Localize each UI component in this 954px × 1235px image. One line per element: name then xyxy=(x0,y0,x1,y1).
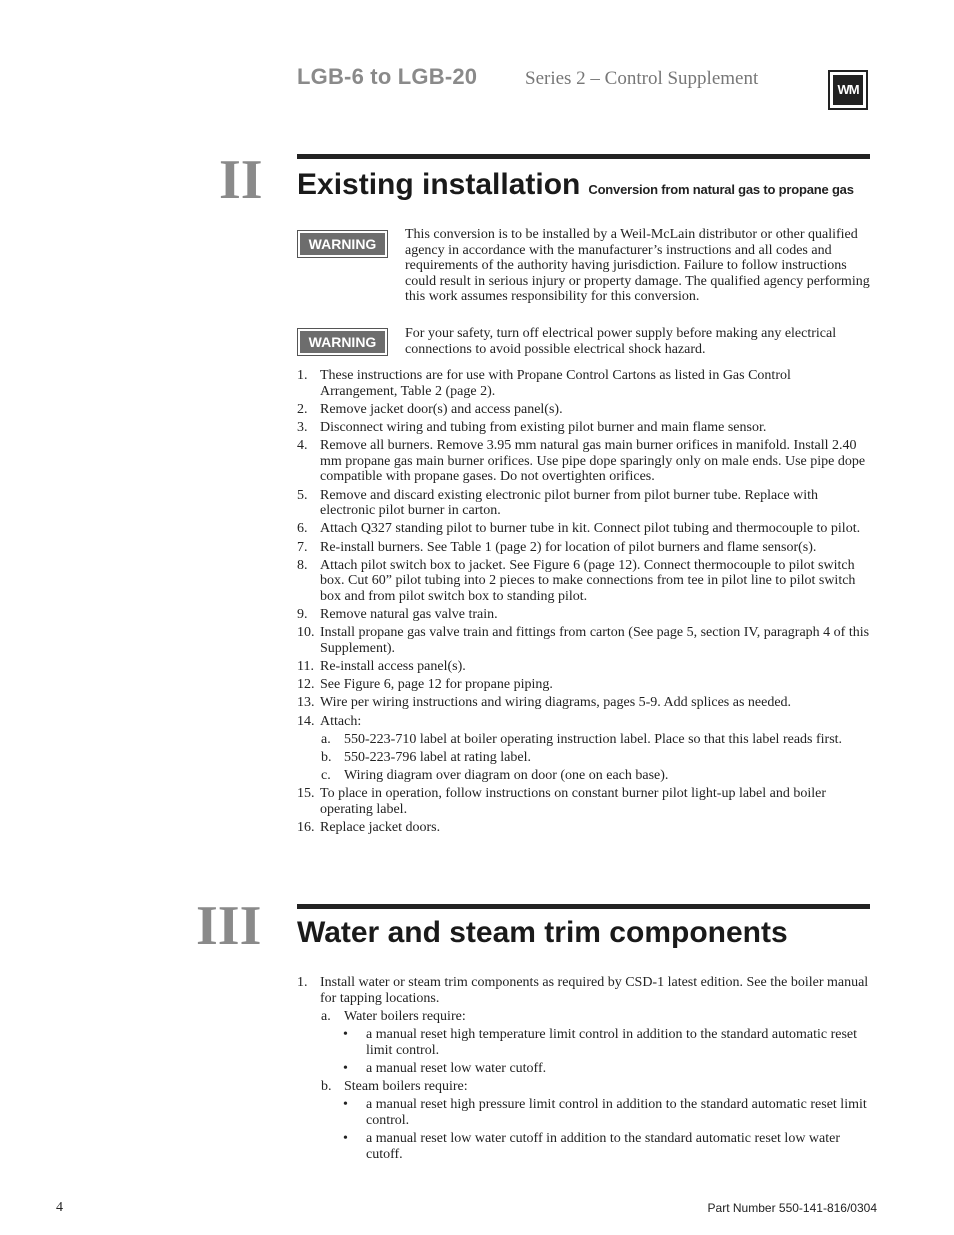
list-item: 9. Remove natural gas valve train. xyxy=(297,607,498,623)
section-numeral: III xyxy=(196,895,262,957)
list-subitem: a. 550-223-710 label at boiler operating instruction label. Place so that this label reads first. xyxy=(321,731,843,747)
page-number: 4 xyxy=(56,1200,63,1215)
section-title-text: Existing installation xyxy=(297,168,581,201)
warning-badge xyxy=(297,230,388,258)
section-subtitle: Conversion from natural gas to propane gas xyxy=(588,182,854,197)
bullet-item: • a manual reset low water cutoff. xyxy=(343,1060,547,1076)
list-item: 4. Remove all burners. Remove 3.95 mm natural gas main burner orifices in manifold. Install 2.40 mm propane gas main burner orifices. Use pipe dope sparingly only on male ends. Use pipe dope compatible with propane gases. Do not overtighten orifices. xyxy=(297,438,866,485)
brand-logo xyxy=(828,70,868,110)
brand-logo-mark: WM xyxy=(833,75,863,105)
warning-badge xyxy=(297,328,388,356)
list-item: 6. Attach Q327 standing pilot to burner tube in kit. Connect pilot tubing and thermocouple to pilot. xyxy=(297,521,861,537)
warning-text: For your safety, turn off electrical power supply before making any electrical connections to avoid possible electrical shock hazard. xyxy=(405,326,837,357)
section-title-text: Water and steam trim components xyxy=(297,916,788,949)
list-item: 8. Attach pilot switch box to jacket. See Figure 6 (page 12). Connect thermocouple to pilot switch box. Cut 60” pilot tubing into 2 pieces to make connections from tee in pilot line to pilot switch box and from pilot switch box to standing pilot. xyxy=(297,557,856,604)
list-item: 10. Install propane gas valve train and fittings from carton (See page 5, section IV, paragraph 4 of this Supplement). xyxy=(297,625,870,656)
list-subitem: a. Water boilers require: xyxy=(321,1008,466,1024)
list-subitem: c. Wiring diagram over diagram on door (one on each base). xyxy=(321,768,669,784)
list-item: 14. Attach: xyxy=(297,713,362,729)
trim-components-list xyxy=(297,975,870,1165)
list-item: 1. These instructions are for use with Propane Control Cartons as listed in Gas Control Arrangement, Table 2 (page 2). xyxy=(297,368,791,399)
list-item: 12. See Figure 6, page 12 for propane piping. xyxy=(297,677,553,693)
list-item: 1. Install water or steam trim components as required by CSD-1 latest edition. See the boiler manual for tapping locations. xyxy=(297,975,869,1006)
section-title xyxy=(297,168,854,202)
section-rule xyxy=(297,154,870,159)
list-subitem: b. Steam boilers require: xyxy=(321,1078,468,1094)
section-title xyxy=(297,916,788,950)
list-item: 11. Re-install access panel(s). xyxy=(297,659,466,675)
document-subtitle: Series 2 – Control Supplement xyxy=(525,68,759,89)
document-title: LGB-6 to LGB-20 xyxy=(297,64,478,89)
list-item: 15. To place in operation, follow instructions on constant burner pilot light-up label and boiler operating label. xyxy=(297,786,827,817)
bullet-item: • a manual reset high temperature limit control in addition to the standard automatic reset limit control. xyxy=(343,1026,858,1058)
list-item: 2. Remove jacket door(s) and access panel(s). xyxy=(297,401,563,417)
section-numeral: II xyxy=(219,149,263,211)
list-item: 7. Re-install burners. See Table 1 (page 2) for location of pilot burners and flame sensor(s). xyxy=(297,539,817,555)
part-number: Part Number 550-141-816/0304 xyxy=(707,1201,877,1215)
list-item: 16. Replace jacket doors. xyxy=(297,820,441,836)
list-item: 5. Remove and discard existing electronic pilot burner from pilot burner tube. Replace with electronic pilot burner in carton. xyxy=(297,487,819,519)
bullet-item: • a manual reset high pressure limit control in addition to the standard automatic reset limit control. xyxy=(343,1097,867,1128)
warning-badge-label: WARNING xyxy=(300,233,385,255)
bullet-item: • a manual reset low water cutoff in addition to the standard automatic reset low water cutoff. xyxy=(343,1130,841,1162)
warning-badge-label: WARNING xyxy=(300,331,385,353)
list-subitem: b. 550-223-796 label at rating label. xyxy=(321,749,531,765)
list-item: 13. Wire per wiring instructions and wiring diagrams, pages 5-9. Add splices as needed. xyxy=(297,695,792,711)
warning-text: This conversion is to be installed by a Weil-McLain distributor or other qualified agency in accordance with the manufacturer’s instructions and all codes and requirements of the authority having jurisdiction. Failure to follow instructions could result in serious injury or property damage. The qualified agency performing this work assumes responsibility for this conversion. xyxy=(405,227,870,305)
section-rule xyxy=(297,904,870,909)
conversion-steps-list xyxy=(297,368,870,838)
list-item: 3. Disconnect wiring and tubing from existing pilot burner and main flame sensor. xyxy=(297,419,767,435)
